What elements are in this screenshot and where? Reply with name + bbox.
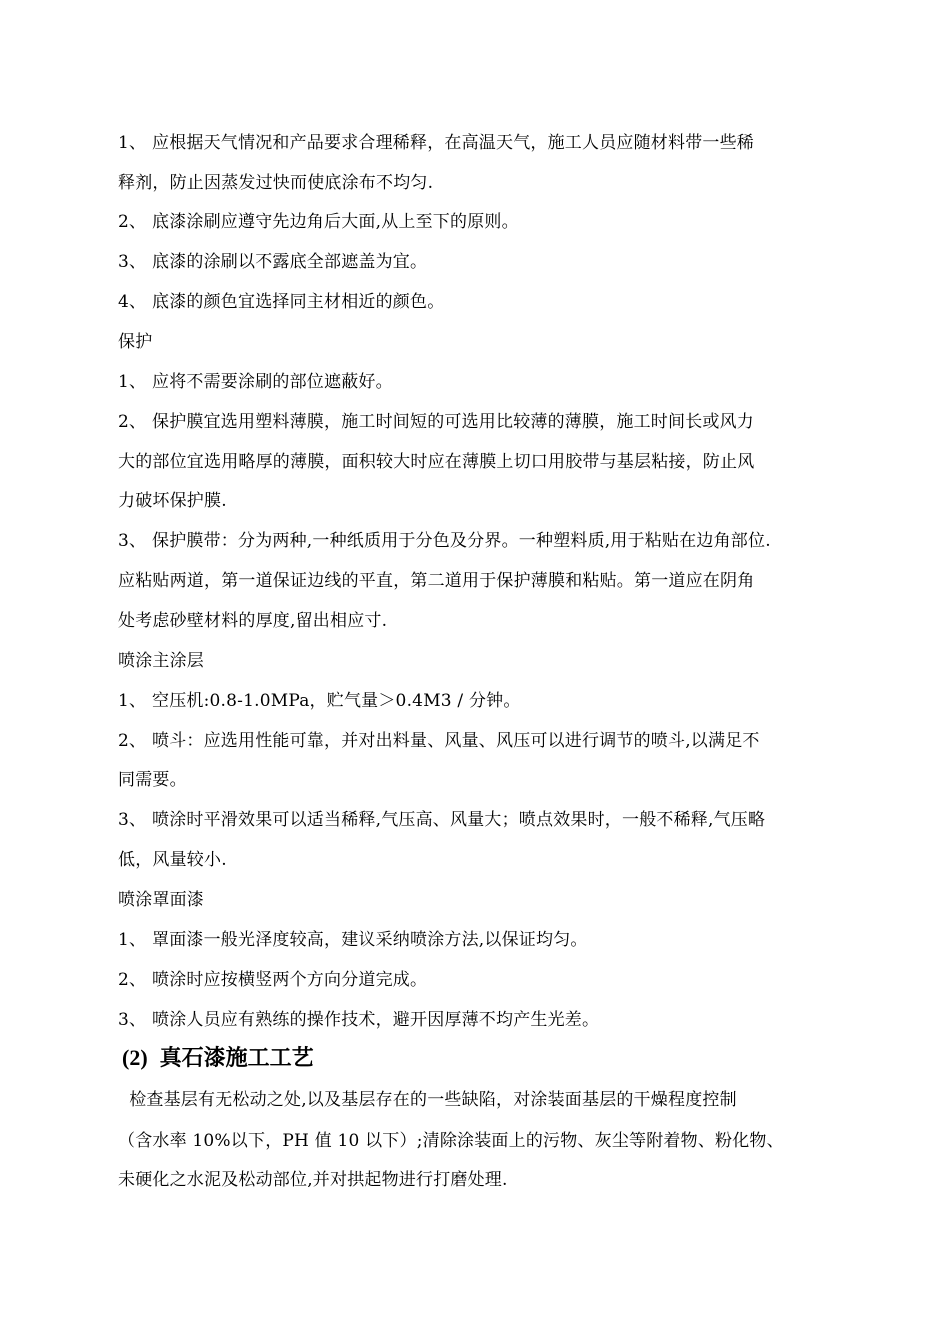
spray-main-item-3-line-2: 低，风量较小. xyxy=(118,850,227,870)
protection-item-3-number: 3、 xyxy=(118,531,147,551)
protection-item-2-line-3: 力破坏保护膜. xyxy=(118,491,227,511)
primer-item-3 xyxy=(118,250,427,274)
spray-top-item-2-text: 喷涂时应按横竖两个方向分道完成。 xyxy=(152,970,428,990)
spray-main-item-2-number: 2、 xyxy=(118,731,147,751)
spray-main-item-1 xyxy=(118,689,521,713)
spray-main-item-2-text: 喷斗：应选用性能可靠，并对出料量、风量、风压可以进行调节的喷斗,以满足不 xyxy=(152,731,760,751)
spray-top-item-1-text: 罩面漆一般光泽度较高，建议采纳喷涂方法,以保证均匀。 xyxy=(152,930,588,950)
spray-top-item-2-number: 2、 xyxy=(118,970,147,990)
protection-item-1-number: 1、 xyxy=(118,372,147,392)
primer-item-3-number: 3、 xyxy=(118,252,147,272)
protection-title: 保护 xyxy=(118,332,153,352)
primer-item-4-number: 4、 xyxy=(118,292,147,312)
spray-top-item-1-number: 1、 xyxy=(118,930,147,950)
protection-item-3-text: 保护膜带：分为两种,一种纸质用于分色及分界。一种塑料质,用于粘贴在边角部位. xyxy=(152,531,771,551)
spray-top-item-1 xyxy=(118,928,588,952)
section-2-paragraph-line-2: （含水率 10%以下，PH 值 10 以下）;清除涂装面上的污物、灰尘等附着物、粉化物、 xyxy=(118,1131,784,1151)
spray-main-item-3-text: 喷涂时平滑效果可以适当稀释,气压高、风量大；喷点效果时，一般不稀释,气压略 xyxy=(152,810,766,830)
spray-main-item-1-text: 空压机:0.8-1.0MPa，贮气量＞0.4M3 / 分钟。 xyxy=(152,691,521,711)
spray-main-item-3-number: 3、 xyxy=(118,810,147,830)
section-2-paragraph-line-3: 未硬化之水泥及松动部位,并对拱起物进行打磨处理. xyxy=(118,1170,508,1190)
primer-item-4-text: 底漆的颜色宜选择同主材相近的颜色。 xyxy=(152,292,445,312)
spray-top-item-3-number: 3、 xyxy=(118,1010,147,1030)
spray-main-item-2-line-1 xyxy=(118,729,760,753)
primer-item-2-number: 2、 xyxy=(118,212,147,232)
primer-item-2 xyxy=(118,210,519,234)
primer-item-1-text: 应根据天气情况和产品要求合理稀释，在高温天气，施工人员应随材料带一些稀 xyxy=(152,133,754,153)
protection-item-2-text: 保护膜宜选用塑料薄膜，施工时间短的可选用比较薄的薄膜，施工时间长或风力 xyxy=(152,412,754,432)
protection-item-3-line-3: 处考虑砂壁材料的厚度,留出相应寸. xyxy=(118,611,388,631)
spray-top-item-3 xyxy=(118,1008,599,1032)
section-2-number: (2) xyxy=(122,1045,148,1070)
section-2-title: 真石漆施工工艺 xyxy=(159,1045,314,1071)
spray-top-item-2 xyxy=(118,968,427,992)
section-2-heading xyxy=(122,1043,314,1073)
protection-item-2-line-2: 大的部位宜选用略厚的薄膜，面积较大时应在薄膜上切口用胶带与基层粘接，防止风 xyxy=(118,452,755,472)
primer-item-2-text: 底漆涂刷应遵守先边角后大面,从上至下的原则。 xyxy=(152,212,519,232)
spray-main-item-3-line-1 xyxy=(118,808,765,832)
primer-item-1-number: 1、 xyxy=(118,133,147,153)
spray-top-title: 喷涂罩面漆 xyxy=(118,890,204,910)
protection-item-1-text: 应将不需要涂刷的部位遮蔽好。 xyxy=(152,372,393,392)
primer-item-1-line-1 xyxy=(118,131,754,155)
primer-item-1-line-2: 释剂，防止因蒸发过快而使底涂布不均匀. xyxy=(118,173,434,193)
spray-main-title: 喷涂主涂层 xyxy=(118,651,204,671)
protection-item-1 xyxy=(118,370,393,394)
primer-item-4 xyxy=(118,290,444,314)
protection-item-3-line-1 xyxy=(118,529,771,553)
protection-item-2-line-1 xyxy=(118,410,754,434)
section-2-paragraph-line-1: 检查基层有无松动之处,以及基层存在的一些缺陷，对涂装面基层的干燥程度控制 xyxy=(118,1090,737,1110)
protection-item-3-line-2: 应粘贴两道，第一道保证边线的平直，第二道用于保护薄膜和粘贴。第一道应在阴角 xyxy=(118,571,755,591)
spray-top-item-3-text: 喷涂人员应有熟练的操作技术，避开因厚薄不均产生光差。 xyxy=(152,1010,600,1030)
spray-main-item-1-number: 1、 xyxy=(118,691,147,711)
protection-item-2-number: 2、 xyxy=(118,412,147,432)
spray-main-item-2-line-2: 同需要。 xyxy=(118,770,187,790)
primer-item-3-text: 底漆的涂刷以不露底全部遮盖为宜。 xyxy=(152,252,428,272)
